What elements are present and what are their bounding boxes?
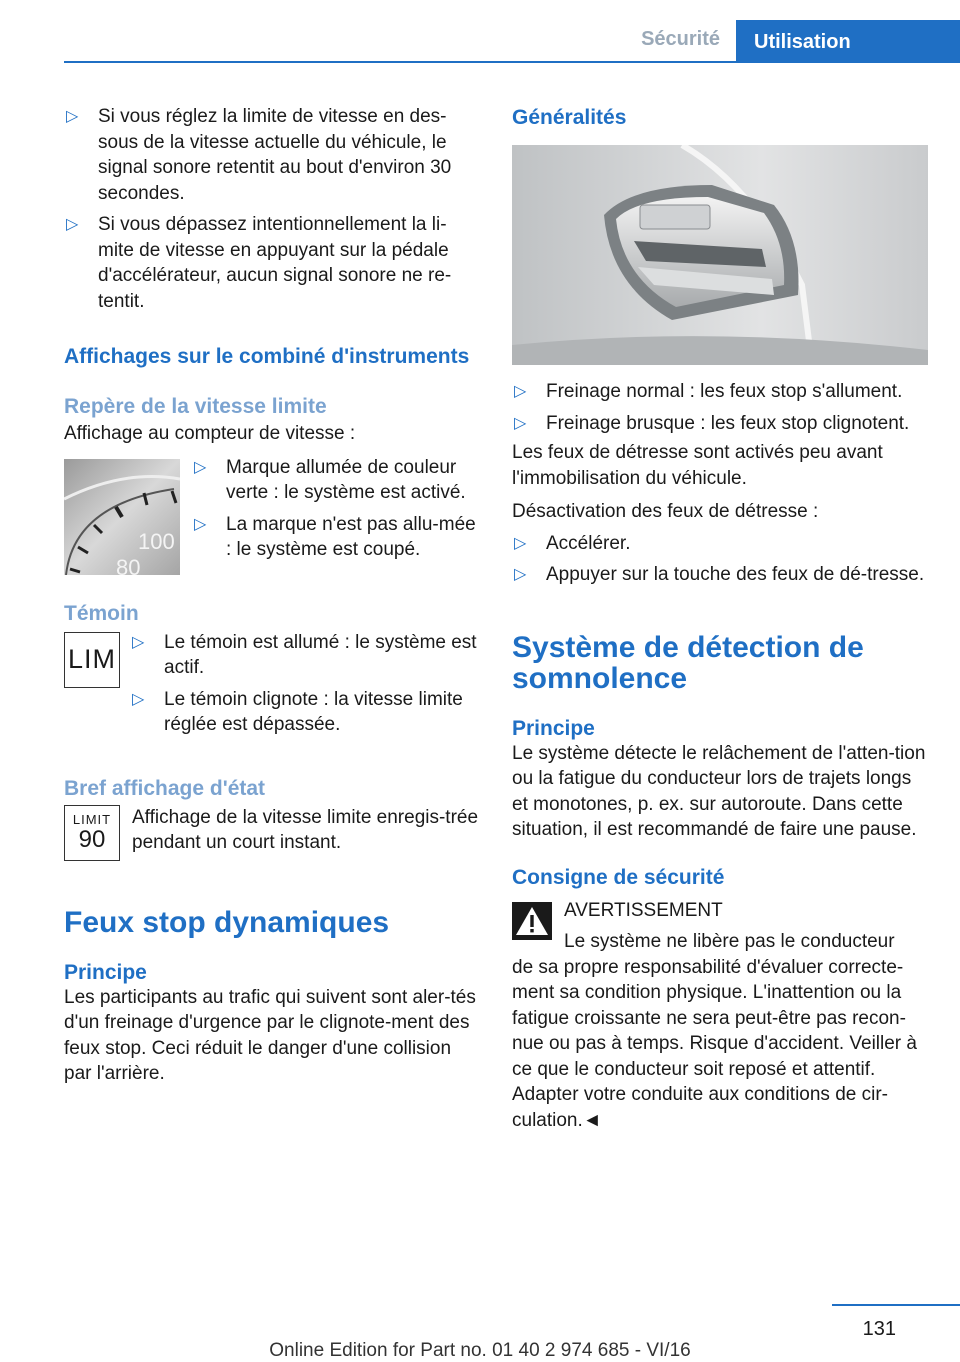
triangle-bullet-icon: ▷ (194, 458, 207, 476)
warning-title: AVERTISSEMENT (564, 899, 723, 921)
triangle-bullet-icon: ▷ (66, 108, 79, 125)
heading-principe: Principe (64, 960, 147, 984)
heading-consigne: Consigne de sécurité (512, 865, 725, 889)
list-item: ▷ Accélérer. (512, 531, 928, 557)
speedometer-image (64, 459, 180, 575)
triangle-bullet-icon: ▷ (514, 414, 527, 432)
repere-bullet-list (192, 455, 480, 575)
header-rule (64, 61, 960, 63)
triangle-bullet-icon: ▷ (514, 534, 527, 552)
heading-bref: Bref affichage d'état (64, 776, 266, 800)
list-item: ▷ Freinage brusque : les feux stop clignotent. (512, 411, 928, 437)
triangle-bullet-icon: ▷ (132, 633, 145, 651)
limit-bullet-list (64, 104, 480, 314)
heading-repere: Repère de la vitesse limite (64, 395, 327, 418)
list-item: ▷ Si vous dépassez intentionnellement la li-mite de vitesse en appuyant sur la pédale d'accélérateur, aucun signal sonore ne re-tentit. (66, 214, 452, 312)
generalites-bullet-list (512, 379, 928, 436)
warning-block (512, 898, 928, 1134)
triangle-bullet-icon: ▷ (66, 216, 79, 233)
list-item: ▷ Le témoin est allumé : le système est actif. (132, 631, 477, 678)
bref-text: Affichage de la vitesse limite enregis-trée pendant un court instant. (132, 806, 479, 853)
heading-affichages: Affichages sur le combiné d'instruments (64, 345, 470, 368)
speedo-label: 100 (138, 528, 175, 554)
triangle-bullet-icon: ▷ (514, 383, 527, 400)
heading-principe-right: Principe (512, 716, 595, 740)
lim-indicator-icon: LIM (64, 632, 120, 688)
edition-footer: Online Edition for Part no. 01 40 2 974 685 - VI/16 (269, 1340, 691, 1361)
list-item: ▷ Le témoin clignote : la vitesse limite réglée est dépassée. (132, 688, 463, 735)
desactivation-text: Désactivation des feux de détresse : (512, 501, 819, 522)
heading-somnolence: Système de détection de somnolence (512, 630, 864, 695)
speedo-label: 80 (116, 554, 141, 575)
list-item: ▷ Si vous réglez la limite de vitesse en des-sous de la vitesse actuelle du véhicule, le signal sonore retentit au bout d'environ 30 secondes. (66, 106, 452, 204)
bref-block (64, 805, 480, 861)
list-item: ▷ Appuyer sur la touche des feux de dé-tresse. (512, 562, 928, 588)
header-section: Sécurité (641, 28, 720, 50)
repere-block (64, 456, 480, 575)
triangle-bullet-icon: ▷ (514, 566, 527, 583)
list-item: ▷ La marque n'est pas allu-mée : le système est coupé. (194, 513, 476, 560)
tail-light-image (512, 145, 928, 365)
footer-rule (832, 1304, 960, 1306)
detresse-text: Les feux de détresse sont activés peu avant l'immobilisation du véhicule. (512, 442, 883, 489)
warning-text: de sa propre responsabilité d'évaluer correcte-ment sa condition physique. L'inattention ou la fatigue croissante ne sera peut-être pas recon-nue ou pas à temps. Risque d'accident. Veiller à ce que le conducteur soit reposé et attentif. Adapter votre conduite aux conditions de cir-culation.◄ (512, 956, 917, 1131)
triangle-bullet-icon: ▷ (194, 515, 207, 533)
header-chapter: Utilisation (736, 20, 960, 63)
list-item: ▷ Marque allumée de couleur verte : le système est activé. (194, 456, 466, 503)
heading-temoin: Témoin (64, 601, 139, 625)
page-number: 131 (862, 1318, 896, 1340)
heading-feux-stop: Feux stop dynamiques (64, 905, 390, 939)
warning-first-line: Le système ne libère pas le conducteur (564, 931, 895, 952)
temoin-bullet-list (130, 630, 480, 744)
heading-generalites: Généralités (512, 106, 627, 129)
list-item: ▷ Freinage normal : les feux stop s'allument. (512, 379, 928, 405)
left-column (64, 100, 480, 1087)
repere-intro: Affichage au compteur de vitesse : (64, 423, 356, 444)
limit-90-icon: LIMIT 90 (64, 805, 120, 861)
principe-text: Les participants au trafic qui suivent sont aler-tés d'un freinage d'urgence par le clignote-ment des feux stop. Ceci réduit le danger d'une collision par l'arrière. (64, 986, 476, 1084)
desactivation-bullet-list (512, 531, 928, 588)
triangle-bullet-icon: ▷ (132, 690, 145, 708)
warning-triangle-icon (512, 902, 552, 940)
right-column (512, 100, 928, 1133)
temoin-block (64, 632, 480, 744)
principe-right-text: Le système détecte le relâchement de l'atten-tion ou la fatigue du conducteur lors de trajets longs et monotones, p. ex. sur autoroute. Dans cette situation, il est recommandé de faire une pause. (512, 742, 926, 840)
